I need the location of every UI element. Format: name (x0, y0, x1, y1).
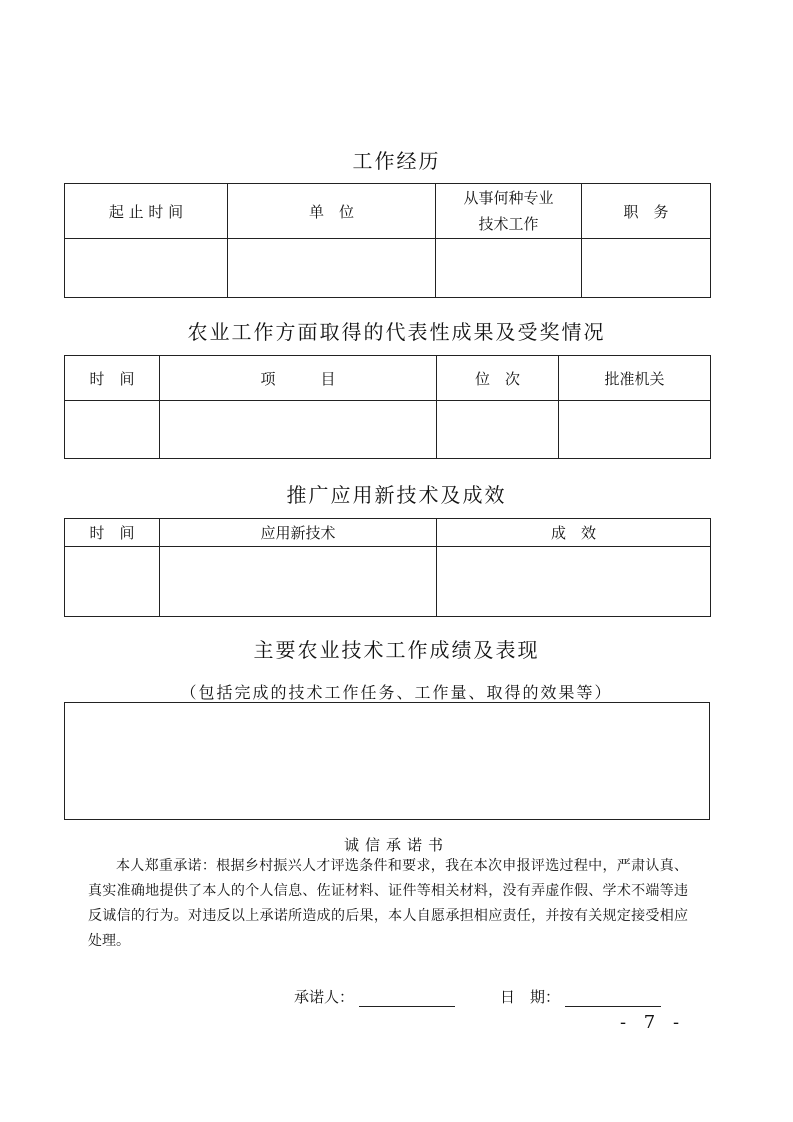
pledge-title: 诚信承诺书 (343, 836, 449, 854)
header-time: 时 间 (65, 519, 160, 547)
table-row (65, 239, 711, 298)
header-unit: 单 位 (228, 184, 436, 239)
date-label: 日 期： (500, 988, 561, 1006)
header-project: 项 目 (160, 356, 437, 401)
signer-field (294, 986, 455, 1007)
header-new-tech: 应用新技术 (160, 519, 437, 547)
header-specialty-line2: 技术工作 (478, 215, 539, 233)
table-cell[interactable] (437, 547, 711, 617)
page-number: - 7 - (620, 1012, 686, 1033)
performance-title: 主要农业技术工作成绩及表现 (253, 638, 540, 662)
table-row (65, 401, 711, 459)
table-header-row (65, 519, 711, 547)
table-cell[interactable] (65, 239, 228, 298)
table-cell[interactable] (436, 239, 582, 298)
table-header-row (65, 356, 711, 401)
date-field (500, 986, 661, 1007)
work-history-table (64, 183, 711, 298)
table-cell[interactable] (65, 547, 160, 617)
header-time: 时 间 (65, 356, 160, 401)
header-specialty-line1: 从事何种专业 (463, 189, 554, 207)
promotion-title: 推广应用新技术及成效 (286, 483, 507, 507)
table-cell[interactable] (559, 401, 711, 459)
table-header-row (65, 184, 711, 239)
table-cell[interactable] (65, 401, 160, 459)
header-period: 起 止 时 间 (65, 184, 228, 239)
header-effect: 成 效 (437, 519, 711, 547)
table-cell[interactable] (437, 401, 559, 459)
performance-subtitle: （包括完成的技术工作任务、工作量、取得的效果等） (180, 683, 613, 702)
promotion-table (64, 518, 711, 617)
header-position: 职 务 (582, 184, 711, 239)
date-input-line[interactable] (565, 988, 661, 1007)
pledge-body: 本人郑重承诺：根据乡村振兴人才评选条件和要求，我在本次申报评选过程中，严肃认真、真实准确地提供了本人的个人信息、佐证材料、证件等相关材料，没有弄虚作假、学术不端等违反诚信的行为。对违反以上承诺所造成的后果，本人自愿承担相应责任，并按有关规定接受相应处理。 (88, 858, 688, 949)
table-cell[interactable] (582, 239, 711, 298)
table-cell[interactable] (228, 239, 436, 298)
performance-textbox[interactable] (64, 702, 710, 820)
work-history-title: 工作经历 (352, 149, 441, 173)
header-specialty (436, 184, 582, 239)
table-row (65, 547, 711, 617)
achievements-table (64, 355, 711, 459)
header-rank: 位 次 (437, 356, 559, 401)
header-approver: 批准机关 (559, 356, 711, 401)
signer-input-line[interactable] (359, 988, 455, 1007)
signer-label: 承诺人： (294, 988, 355, 1006)
table-cell[interactable] (160, 401, 437, 459)
achievements-title: 农业工作方面取得的代表性成果及受奖情况 (187, 320, 606, 344)
table-cell[interactable] (160, 547, 437, 617)
